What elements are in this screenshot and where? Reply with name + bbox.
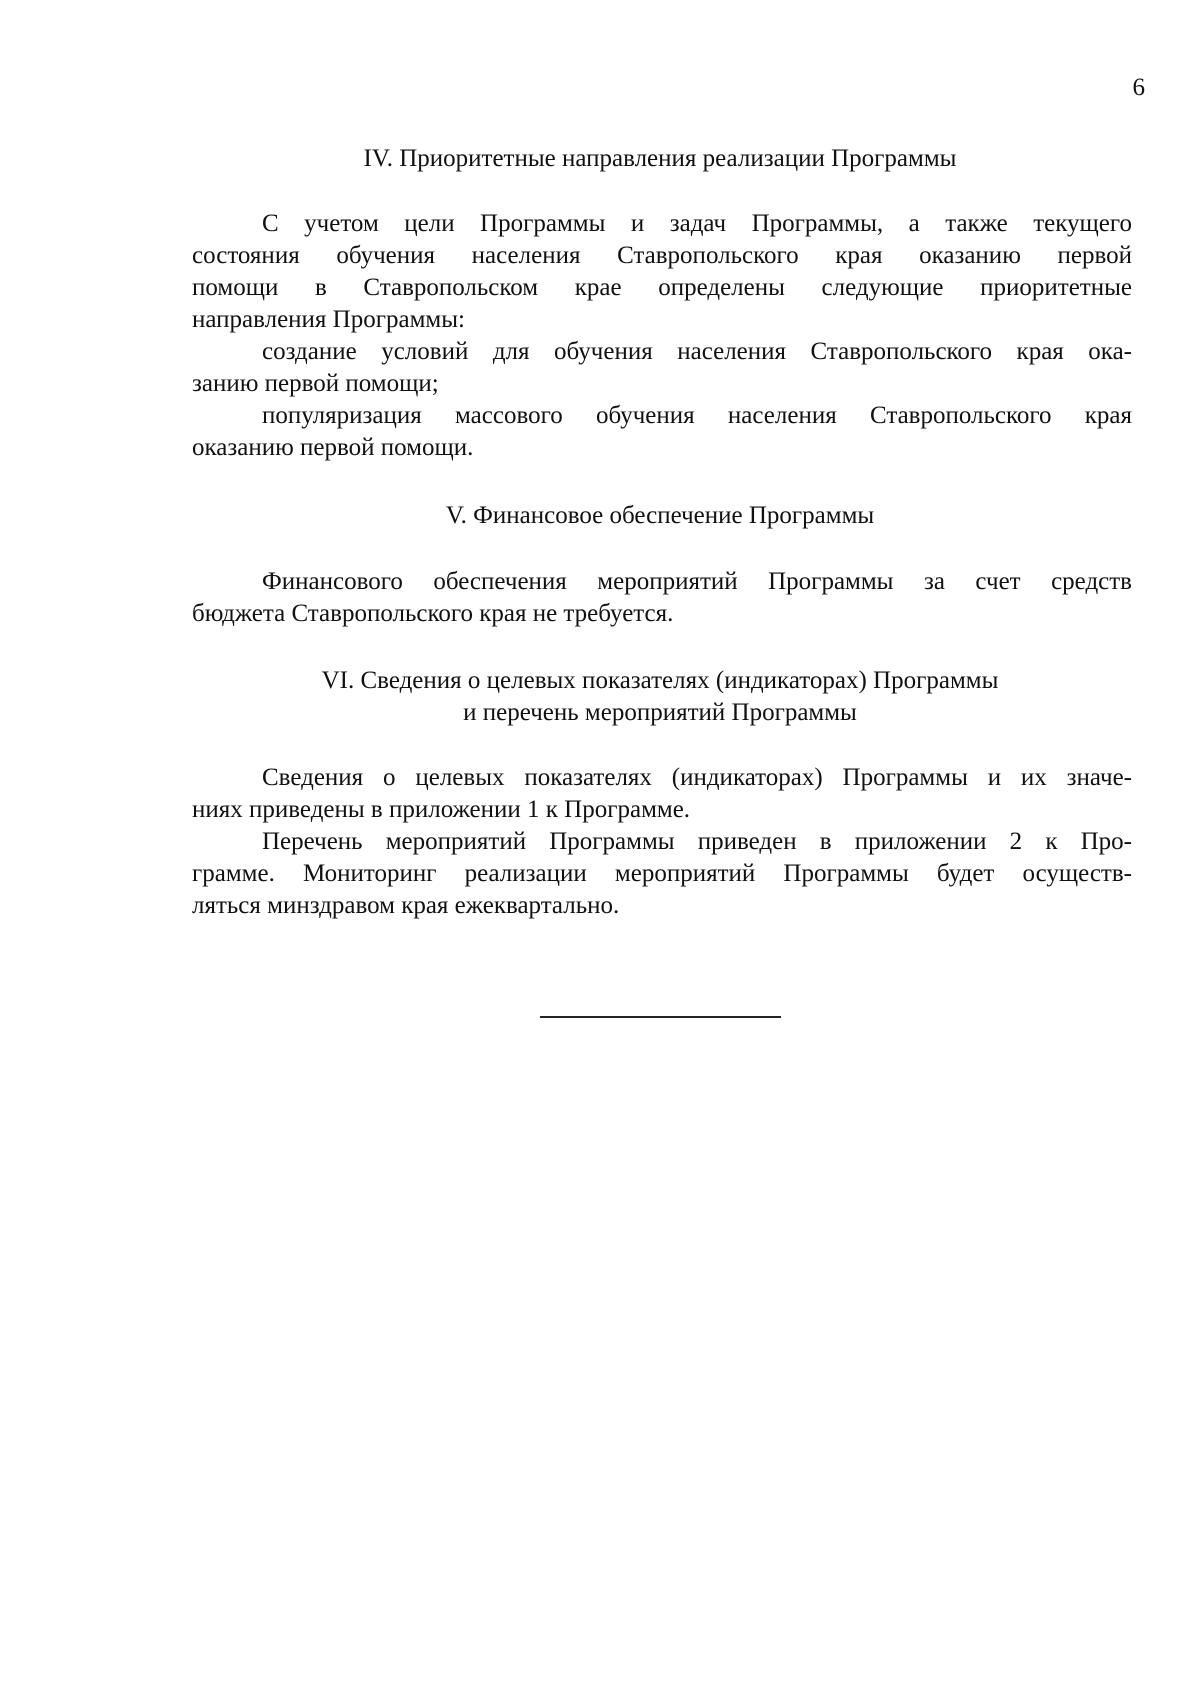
text-line: помощи в Ставропольском крае определены следующие приоритетные	[192, 274, 1132, 301]
text-line: направления Программы:	[192, 306, 465, 333]
text-line: Сведения о целевых показателях (индикаторах) Программы и их значе-	[262, 764, 1132, 791]
section-4-title-text: IV. Приоритетные направления реализации Программы	[363, 145, 957, 172]
text-line: ниях приведены в приложении 1 к Программе.	[192, 796, 691, 823]
text-line: Перечень мероприятий Программы приведен в приложении 2 к Про-	[262, 828, 1132, 855]
section-5-title-text: V. Финансовое обеспечение Программы	[445, 502, 875, 529]
section-6-title-line: и перечень мероприятий Программы	[463, 699, 857, 726]
text-line: ляться минздравом края ежеквартально.	[192, 892, 620, 919]
section-5-paragraph	[192, 566, 1132, 630]
section-4-title	[150, 143, 1170, 175]
end-of-document-rule	[540, 1016, 781, 1018]
text-line: занию первой помощи;	[192, 370, 439, 397]
section-6-title	[150, 665, 1170, 729]
section-4-paragraph-1	[192, 208, 1132, 336]
section-6-title-line: VI. Сведения о целевых показателях (индикаторах) Программы	[321, 667, 999, 694]
text-line: популяризация массового обучения населения Ставропольского края	[262, 402, 1132, 429]
section-4-list-item-1	[192, 336, 1132, 400]
section-4-list-item-2	[192, 400, 1132, 464]
text-line: бюджета Ставропольского края не требуется.	[192, 600, 674, 627]
section-6-paragraph-2	[192, 826, 1132, 922]
text-line: оказанию первой помощи.	[192, 434, 474, 461]
text-line: создание условий для обучения населения Ставропольского края ока-	[262, 338, 1132, 365]
text-line: состояния обучения населения Ставропольского края оказанию первой	[192, 242, 1132, 269]
text-line: С учетом цели Программы и задач Программы, а также текущего	[262, 210, 1132, 237]
section-6-paragraph-1	[192, 762, 1132, 826]
text-line: грамме. Мониторинг реализации мероприятий Программы будет осуществ-	[192, 860, 1132, 887]
section-5-title	[150, 500, 1170, 532]
page-number: 6	[1132, 74, 1145, 101]
text-line: Финансового обеспечения мероприятий Программы за счет средств	[262, 568, 1132, 595]
